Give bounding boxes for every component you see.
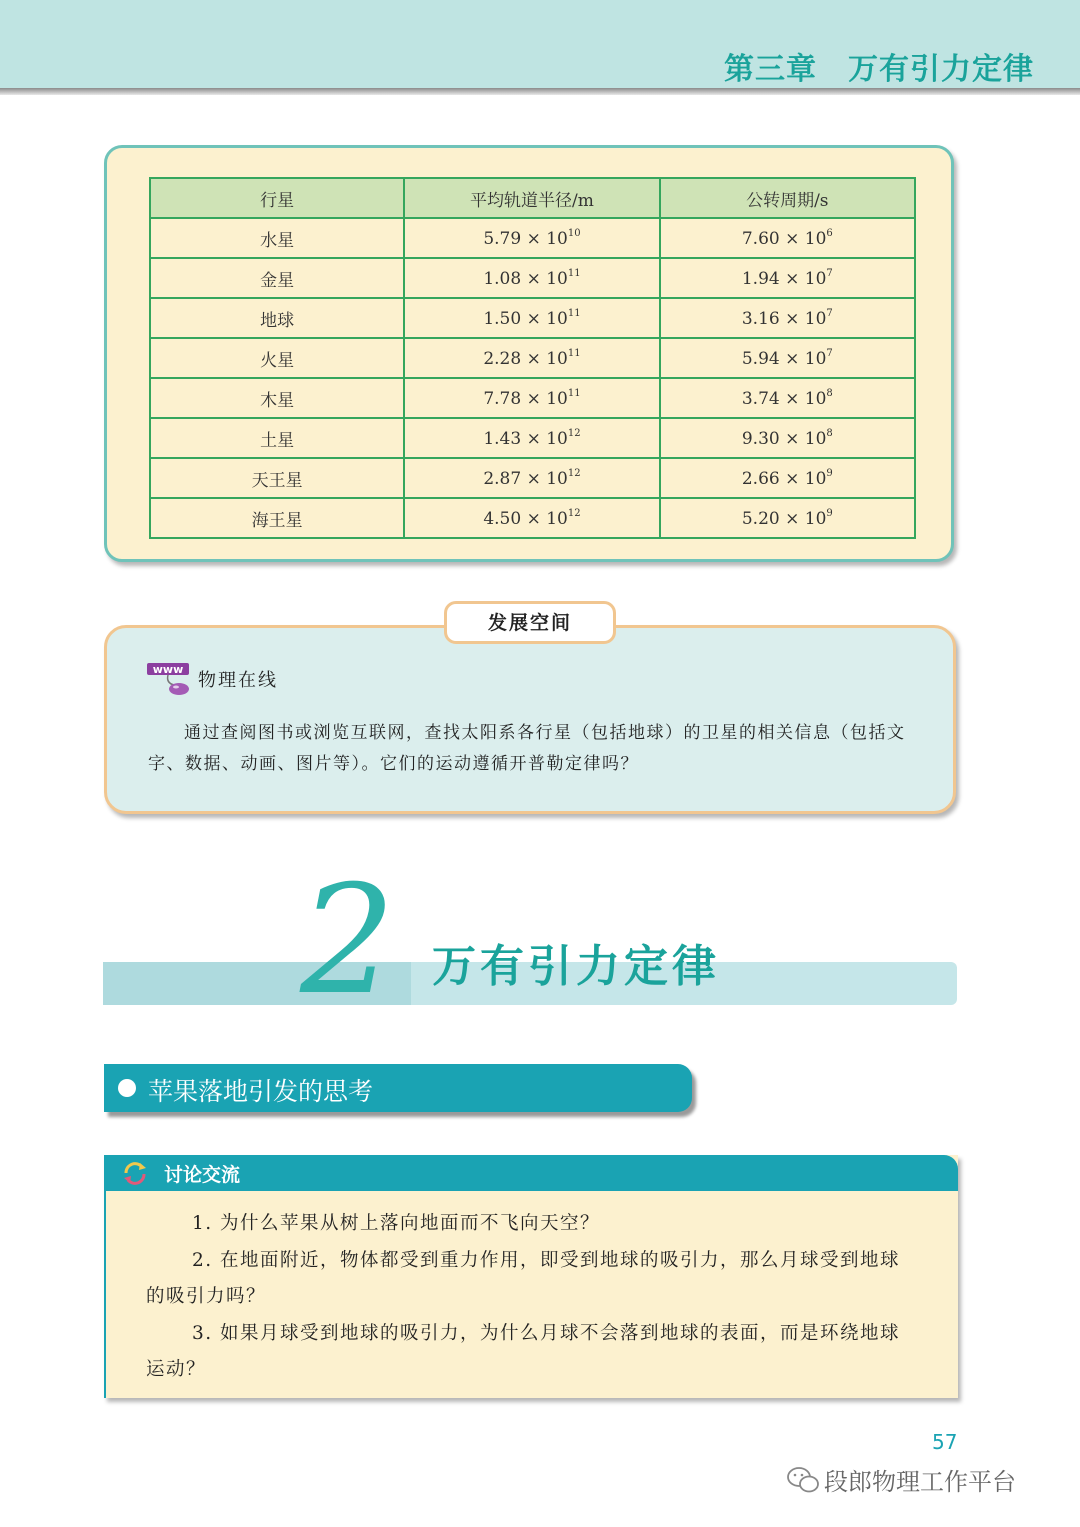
table-header-row (150, 178, 915, 218)
orbit-radius: $2.87 \times 10^{12}$ (404, 458, 659, 498)
orbit-radius: $1.50 \times 10^{11}$ (404, 298, 659, 338)
orbit-period: $3.16 \times 10^7$ (660, 298, 915, 338)
section-number: 2 (300, 854, 396, 1028)
orbit-radius: $7.78 \times 10^{11}$ (404, 378, 659, 418)
discussion-questions (146, 1206, 916, 1389)
orbit-radius: $1.43 \times 10^{12}$ (404, 418, 659, 458)
table-row (150, 378, 915, 418)
planet-name: 水星 (150, 218, 404, 258)
header-shadow (0, 88, 1080, 95)
question-item: 2. 在地面附近，物体都受到重力作用，即受到地球的吸引力，那么月球受到地球的吸引力吗？ (146, 1249, 901, 1307)
planet-name: 地球 (150, 298, 404, 338)
orbit-period: $5.94 \times 10^7$ (660, 338, 915, 378)
orbit-radius: $4.50 \times 10^{12}$ (404, 498, 659, 538)
development-tab-label: 发展空间 (444, 601, 616, 644)
orbit-period: $7.60 \times 10^6$ (660, 218, 915, 258)
orbit-period: $5.20 \times 10^9$ (660, 498, 915, 538)
discussion-arrows-icon (122, 1161, 148, 1185)
bullet-dot-icon (118, 1079, 136, 1097)
watermark-text: 段郎物理工作平台 (824, 1468, 1016, 1496)
orbit-radius: $1.08 \times 10^{11}$ (404, 258, 659, 298)
www-mouse-icon (146, 661, 192, 697)
table-row (150, 218, 915, 258)
orbit-period: $1.94 \times 10^7$ (660, 258, 915, 298)
table-row (150, 458, 915, 498)
table-row (150, 298, 915, 338)
table-row (150, 418, 915, 458)
table-row (150, 338, 915, 378)
discussion-title: 讨论交流 (164, 1164, 241, 1186)
table-row (150, 258, 915, 298)
development-text: 通过查阅图书或浏览互联网，查找太阳系各行星（包括地球）的卫星的相关信息（包括文字、数据、动画、图片等）。它们的运动遵循开普勒定律吗？ (148, 723, 906, 774)
table-row (150, 498, 915, 538)
orbit-period: $3.74 \times 10^8$ (660, 378, 915, 418)
subsection-title: 苹果落地引发的思考 (148, 1077, 374, 1106)
page-number: 57 (932, 1430, 958, 1454)
orbit-period: $9.30 \times 10^8$ (660, 418, 915, 458)
planet-table-panel (104, 145, 954, 562)
orbit-period: $2.66 \times 10^9$ (660, 458, 915, 498)
chapter-title: 第三章 万有引力定律 (724, 52, 1034, 87)
planet-table (149, 177, 916, 539)
orbit-radius: $5.79 \times 10^{10}$ (404, 218, 659, 258)
planet-name: 海王星 (150, 498, 404, 538)
planet-name: 土星 (150, 418, 404, 458)
planet-name: 金星 (150, 258, 404, 298)
column-header-period: 公转周期/s (660, 178, 915, 218)
question-item: 3. 如果月球受到地球的吸引力，为什么月球不会落到地球的表面，而是环绕地球运动？ (146, 1322, 901, 1380)
svg-text:www: www (152, 663, 184, 676)
orbit-radius: $2.28 \times 10^{11}$ (404, 338, 659, 378)
planet-name: 木星 (150, 378, 404, 418)
column-header-radius: 平均轨道半径/m (404, 178, 659, 218)
online-title: 物理在线 (198, 670, 278, 691)
planet-name: 天王星 (150, 458, 404, 498)
section-title: 万有引力定律 (432, 941, 720, 992)
question-item: 1. 为什么苹果从树上落向地面而不飞向天空？ (192, 1213, 601, 1234)
column-header-planet: 行星 (150, 178, 404, 218)
planet-name: 火星 (150, 338, 404, 378)
